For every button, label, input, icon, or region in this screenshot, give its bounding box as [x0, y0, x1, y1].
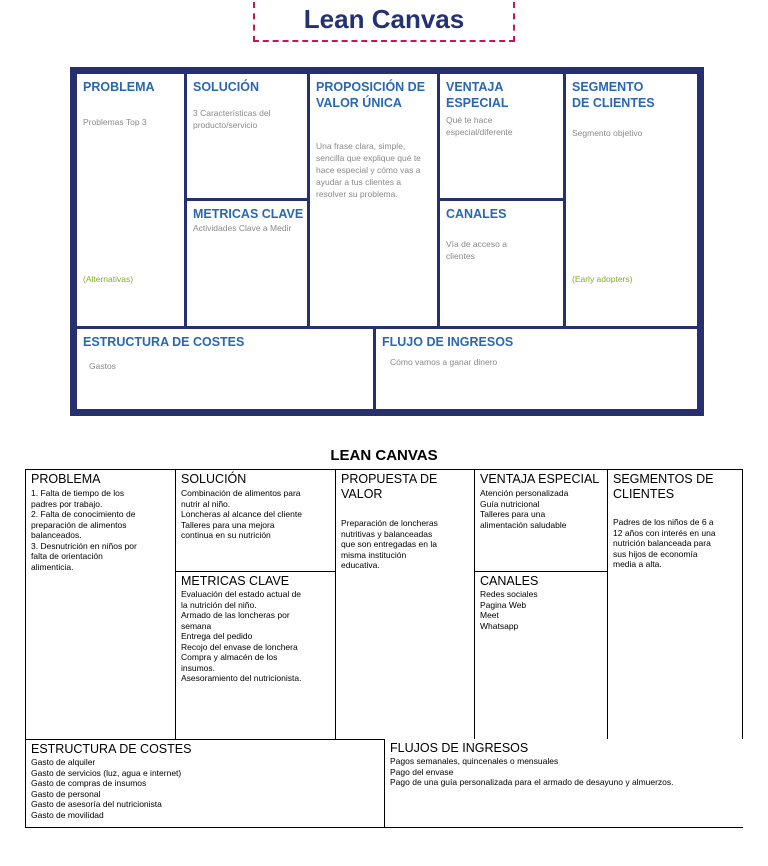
template-segmento-heading: SEGMENTO DE CLIENTES	[572, 80, 655, 110]
ventaja-cell	[474, 469, 608, 572]
solucion-cell	[175, 469, 336, 572]
template-segmento-subtitle: Segmento objetivo	[572, 128, 643, 138]
problema-cell	[25, 469, 176, 740]
template-costes-cell	[74, 326, 376, 412]
template-solucion-subtitle: 3 Características del producto/servicio	[193, 108, 271, 130]
template-metricas-subtitle: Actividades Clave a Medir	[193, 223, 292, 233]
propuesta-cell	[335, 469, 475, 740]
template-metricas-heading: METRICAS CLAVE	[193, 207, 304, 221]
template-problema-footer: (Alternativas)	[83, 274, 134, 284]
costes-body: Gasto de alquiler Gasto de servicios (luz, agua e internet) Gasto de compras de insumos Gasto de personal Gasto de asesoría del nutricionista Gasto de movilidad	[31, 757, 182, 820]
template-canales-heading: CANALES	[446, 207, 507, 221]
segmentos-heading: SEGMENTOS DE CLIENTES	[613, 472, 714, 501]
ventaja-body: Atención personalizada Guía nutricional Talleres para una alimentación saludable	[480, 488, 569, 530]
template-solucion-cell	[184, 71, 310, 201]
template-ingresos-cell	[373, 326, 700, 412]
ventaja-heading: VENTAJA ESPECIAL	[480, 472, 600, 486]
propuesta-heading: PROPUESTA DE VALOR	[341, 472, 438, 501]
template-propuesta-subtitle: Una frase clara, simple, sencilla que explique qué te hace especial y cómo vas a ayudar a tus clientes a resolver su problema.	[316, 141, 421, 199]
canales-body: Redes sociales Pagina Web Meet Whatsapp	[480, 589, 538, 631]
lean-canvas-table	[25, 469, 743, 828]
ingresos-body: Pagos semanales, quincenales o mensuales Pago del envase Pago de una guía personalizada para el armado de desayuno y almuerzos.	[390, 756, 674, 787]
ingresos-heading: FLUJOS DE INGRESOS	[390, 741, 529, 755]
template-segmento-footer: (Early adopters)	[572, 274, 633, 284]
template-segmento-cell	[563, 71, 700, 329]
solucion-heading: SOLUCIÓN	[181, 472, 247, 486]
metricas-body: Evaluación del estado actual de la nutrición del niño. Armado de las loncheras por semana Entrega del pedido Recojo del envase de lonchera Compra y almacén de los insumos. Asesoramiento del nutricionista.	[181, 589, 302, 683]
template-ventaja-cell	[437, 71, 566, 201]
template-ingresos-subtitle: Cómo vamos a ganar dinero	[390, 357, 498, 367]
template-problema-heading: PROBLEMA	[83, 80, 155, 94]
ingresos-cell	[384, 739, 743, 828]
template-propuesta-cell	[307, 71, 440, 329]
template-solucion-heading: SOLUCIÓN	[193, 80, 259, 94]
segmentos-cell	[607, 469, 743, 740]
solucion-body: Combinación de alimentos para nutrir al niño. Loncheras al alcance del cliente Talleres para una mejora continua en su nutrición	[181, 488, 302, 540]
template-metricas-cell	[184, 198, 310, 329]
costes-cell	[25, 739, 385, 828]
template-ingresos-heading: FLUJO DE INGRESOS	[382, 335, 514, 349]
template-problema-subtitle: Problemas Top 3	[83, 117, 147, 127]
template-ventaja-subtitle: Qué te hace especial/diferente	[446, 115, 513, 137]
template-canales-subtitle: Vía de acceso a clientes	[446, 239, 507, 261]
template-title: Lean Canvas	[303, 4, 465, 34]
problema-body: 1. Falta de tiempo de los padres por trabajo. 2. Falta de conocimiento de preparación de alimentos balanceados. 3. Desnutrición en niños por falta de orientación alimenticia.	[31, 488, 137, 572]
template-canvas	[70, 67, 704, 416]
propuesta-body: Preparación de loncheras nutritivas y balanceadas que son entregadas en la misma institución educativa.	[341, 518, 438, 570]
template-canales-cell	[437, 198, 566, 329]
template-ventaja-heading: VENTAJA ESPECIAL	[446, 80, 509, 110]
canales-cell	[474, 571, 608, 740]
metricas-heading: METRICAS CLAVE	[181, 574, 290, 588]
template-problema-cell	[74, 71, 187, 329]
canales-heading: CANALES	[480, 574, 539, 588]
costes-heading: ESTRUCTURA DE COSTES	[31, 742, 192, 756]
template-costes-heading: ESTRUCTURA DE COSTES	[83, 335, 245, 349]
template-propuesta-heading: PROPOSICIÓN DE VALOR ÚNICA	[316, 80, 426, 110]
canvas-title: LEAN CANVAS	[330, 447, 438, 464]
metricas-cell	[175, 571, 336, 740]
template-title-frame	[253, 2, 515, 42]
problema-heading: PROBLEMA	[31, 472, 101, 486]
segmentos-body: Padres de los niños de 6 a 12 años con interés en una nutrición balanceada para sus hijos de economía media a alta.	[613, 517, 716, 569]
template-costes-subtitle: Gastos	[89, 361, 116, 371]
